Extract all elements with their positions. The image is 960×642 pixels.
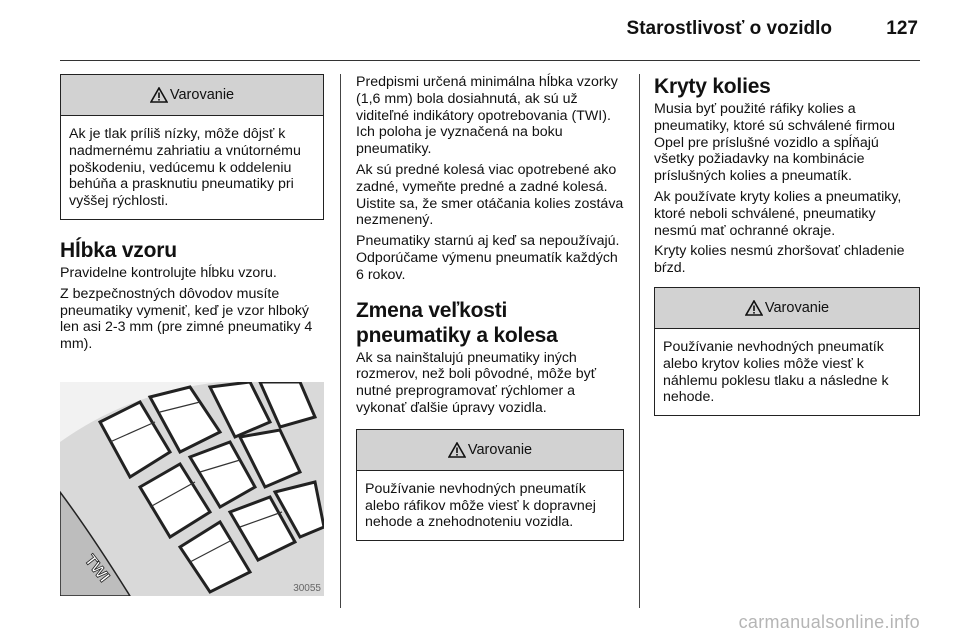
- header-rule: [60, 60, 920, 61]
- col2-paragraph-1: Predpismi určená minimálna hĺbka vzorky (1,6 mm) bola dosiahnutá, ak sú už viditeľné indikátory opotrebovania (TWI). Ich poloha je vyznačená na boku pneumatiky.: [356, 74, 618, 158]
- column-2: [356, 74, 624, 559]
- warning-header: [357, 430, 623, 471]
- warning-label: Varovanie: [169, 87, 235, 103]
- col3-paragraph-1: Musia byť použité ráfiky kolies a pneumatiky, ktoré sú schválené firmou Opel pre príslušné vozidlo a spĺňajú všetky požiadavky na kombinácie príslušných kolies a pneumatík.: [654, 101, 896, 185]
- warning-triangle-icon: [150, 87, 168, 103]
- column-divider: [639, 74, 640, 608]
- size-change-paragraph: Ak sa nainštalujú pneumatiky iných rozmerov, než boli pôvodné, môže byť nutné preprogramovať rýchlomer a vykonať ďalšie úpravy vozidla.: [356, 349, 597, 416]
- col3-paragraph-2: Ak používate kryty kolies a pneumatiky, ktoré neboli schválené, pneumatiky nesmú mať ochranné okraje.: [654, 188, 902, 239]
- col3-paragraph-3: Kryty kolies nesmú zhoršovať chladenie bŕzd.: [654, 243, 905, 277]
- warning-box: [60, 74, 324, 220]
- size-change-heading: Zmena veľkosti pneumatiky a kolesa: [356, 298, 558, 347]
- warning-header: [655, 288, 919, 329]
- tread-paragraph-1: Pravidelne kontrolujte hĺbku vzoru.: [60, 264, 277, 281]
- warning-box: [356, 429, 624, 541]
- watermark: carmanualsonline.info: [738, 612, 920, 632]
- column-divider: [340, 74, 341, 608]
- page-header: [0, 14, 920, 48]
- warning-text: Používanie nevhodných pneumatík alebo krytov kolies môže viesť k náhlemu poklesu tlaku a následne k nehode.: [663, 338, 889, 406]
- column-1: [60, 74, 324, 357]
- page-title: Starostlivosť o vozidlo: [626, 18, 832, 39]
- warning-text: Ak je tlak príliš nízky, môže dôjsť k nadmernému zahriatiu a vnútornému poškodeniu, vedúcemu k oddeleniu behúňa a prasknutiu pneumatiky pri vyššej rýchlosti.: [69, 126, 301, 210]
- warning-label: Varovanie: [764, 299, 830, 316]
- warning-text: Používanie nevhodných pneumatík alebo ráfikov môže viesť k dopravnej nehode a znehodnoteniu vozidla.: [365, 480, 596, 531]
- warning-label: Varovanie: [467, 441, 533, 458]
- warning-header: [61, 75, 323, 116]
- wheel-covers-heading: Kryty kolies: [654, 75, 771, 98]
- column-3: [654, 74, 920, 434]
- col2-paragraph-3: Pneumatiky starnú aj keď sa nepoužívajú. Odporúčame výmenu pneumatík každých 6 rokov.: [356, 233, 620, 283]
- warning-triangle-icon: [745, 300, 763, 316]
- tread-depth-heading: Hĺbka vzoru: [60, 238, 177, 262]
- warning-box: [654, 287, 920, 416]
- figure-number: 30055: [293, 583, 321, 594]
- tread-paragraph-2: Z bezpečnostných dôvodov musíte pneumatiky vymeniť, keď je vzor hlboký len asi 2-3 mm (pre zimné pneumatiky 4 mm).: [60, 285, 313, 353]
- warning-triangle-icon: [448, 442, 466, 458]
- page-number: 127: [886, 18, 918, 39]
- tyre-tread-figure: [60, 382, 324, 596]
- col2-paragraph-2: Ak sú predné kolesá viac opotrebené ako zadné, vymeňte predné a zadné kolesá. Uistite sa, že smer otáčania kolies zostáva nezmenený.: [356, 161, 624, 229]
- twi-label: TWI: [80, 551, 113, 586]
